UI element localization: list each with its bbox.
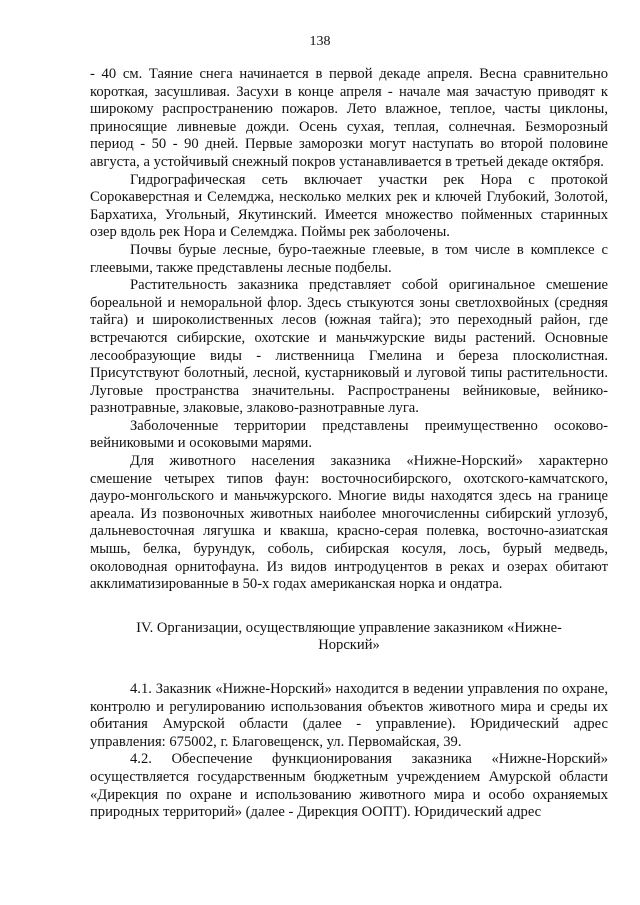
section-paragraph-4-1: 4.1. Заказник «Нижне-Норский» находится в ведении управления по охране, контролю и регулированию использования объектов животного мира и среды их обитания Амурской области (далее - управление). Юридический адрес управления: 675002, г. Благовещенск, ул. Первомайская, 39. xyxy=(90,681,608,750)
fauna-paragraph: Для животного населения заказника «Нижне-Норский» характерно смешение четырех типов фаун: восточносибирского, охотского-камчатского, дауро-монгольского и маньчжурского. Многие виды находятся здесь на границе ареала. Из позвоночных животных наиболее многочисленны сибирский углозуб, дальневосточная лягушка и квакша, красно-серая полевка, восточно-азиатская мышь, белка, бурундук, соболь, сибирская косуля, лось, бурый медведь, околоводная орнитофауна. Из видов интродуцентов в реках и озерах обитают акклиматизированные в 50-х годах американская норка и ондатра. xyxy=(90,453,608,593)
climate-paragraph: - 40 см. Таяние снега начинается в первой декаде апреля. Весна сравнительно короткая, засушливая. Засухи в конце апреля - начале мая зачастую приводят к широкому распространению пожаров. Лето влажное, теплое, часты циклоны, приносящие ливневые дожди. Осень сухая, теплая, солнечная. Безморозный период - 50 - 90 дней. Первые заморозки могут наступать во второй половине августа, а устойчивый снежный покров устанавливается в третьей декаде октября. xyxy=(90,66,608,170)
document-body xyxy=(90,66,608,822)
hydrography-paragraph: Гидрографическая сеть включает участки рек Нора с протокой Сорокаверстная и Селемджа, несколько мелких рек и ключей Глубокий, Золотой, Бархатиха, Угольный, Якутинский. Имеется множество пойменных старинных озер вдоль рек Нора и Селемджа. Поймы рек заболочены. xyxy=(90,171,608,241)
wetlands-paragraph: Заболоченные территории представлены преимущественно осоково-вейниковыми и осоковыми марями. xyxy=(90,417,608,452)
vegetation-paragraph: Растительность заказника представляет собой оригинальное смешение бореальной и неморальной флор. Здесь стыкуются зоны светлохвойных (средняя тайга) и широколиственных лесов (южная тайга); это переходный район, где встречаются сибирские, охотские и маньчжурские виды растений. Основные лесообразующие виды - лиственница Гмелина и береза плосколистная. Присутствуют болотный, лесной, кустарниковый и луговой типы растительности. Луговые пространства значительны. Распространены вейниковые, вейнико-разнотравные, злаковые, злаково-разнотравные луга. xyxy=(90,277,608,417)
soils-paragraph: Почвы бурые лесные, буро-таежные глеевые, в том числе в комплексе с глеевыми, также представлены лесные подбелы. xyxy=(90,241,608,276)
section-heading: IV. Организации, осуществляющие управление заказником «Нижне-Норский» xyxy=(136,619,562,654)
section-paragraph-4-2: 4.2. Обеспечение функционирования заказника «Нижне-Норский» осуществляется государственным бюджетным учреждением Амурской области «Дирекция по охране и использованию животного мира и особо охраняемых природных территорий» (далее - Дирекция ООПТ). Юридический адрес xyxy=(90,751,608,821)
page-number: 138 xyxy=(309,34,331,49)
